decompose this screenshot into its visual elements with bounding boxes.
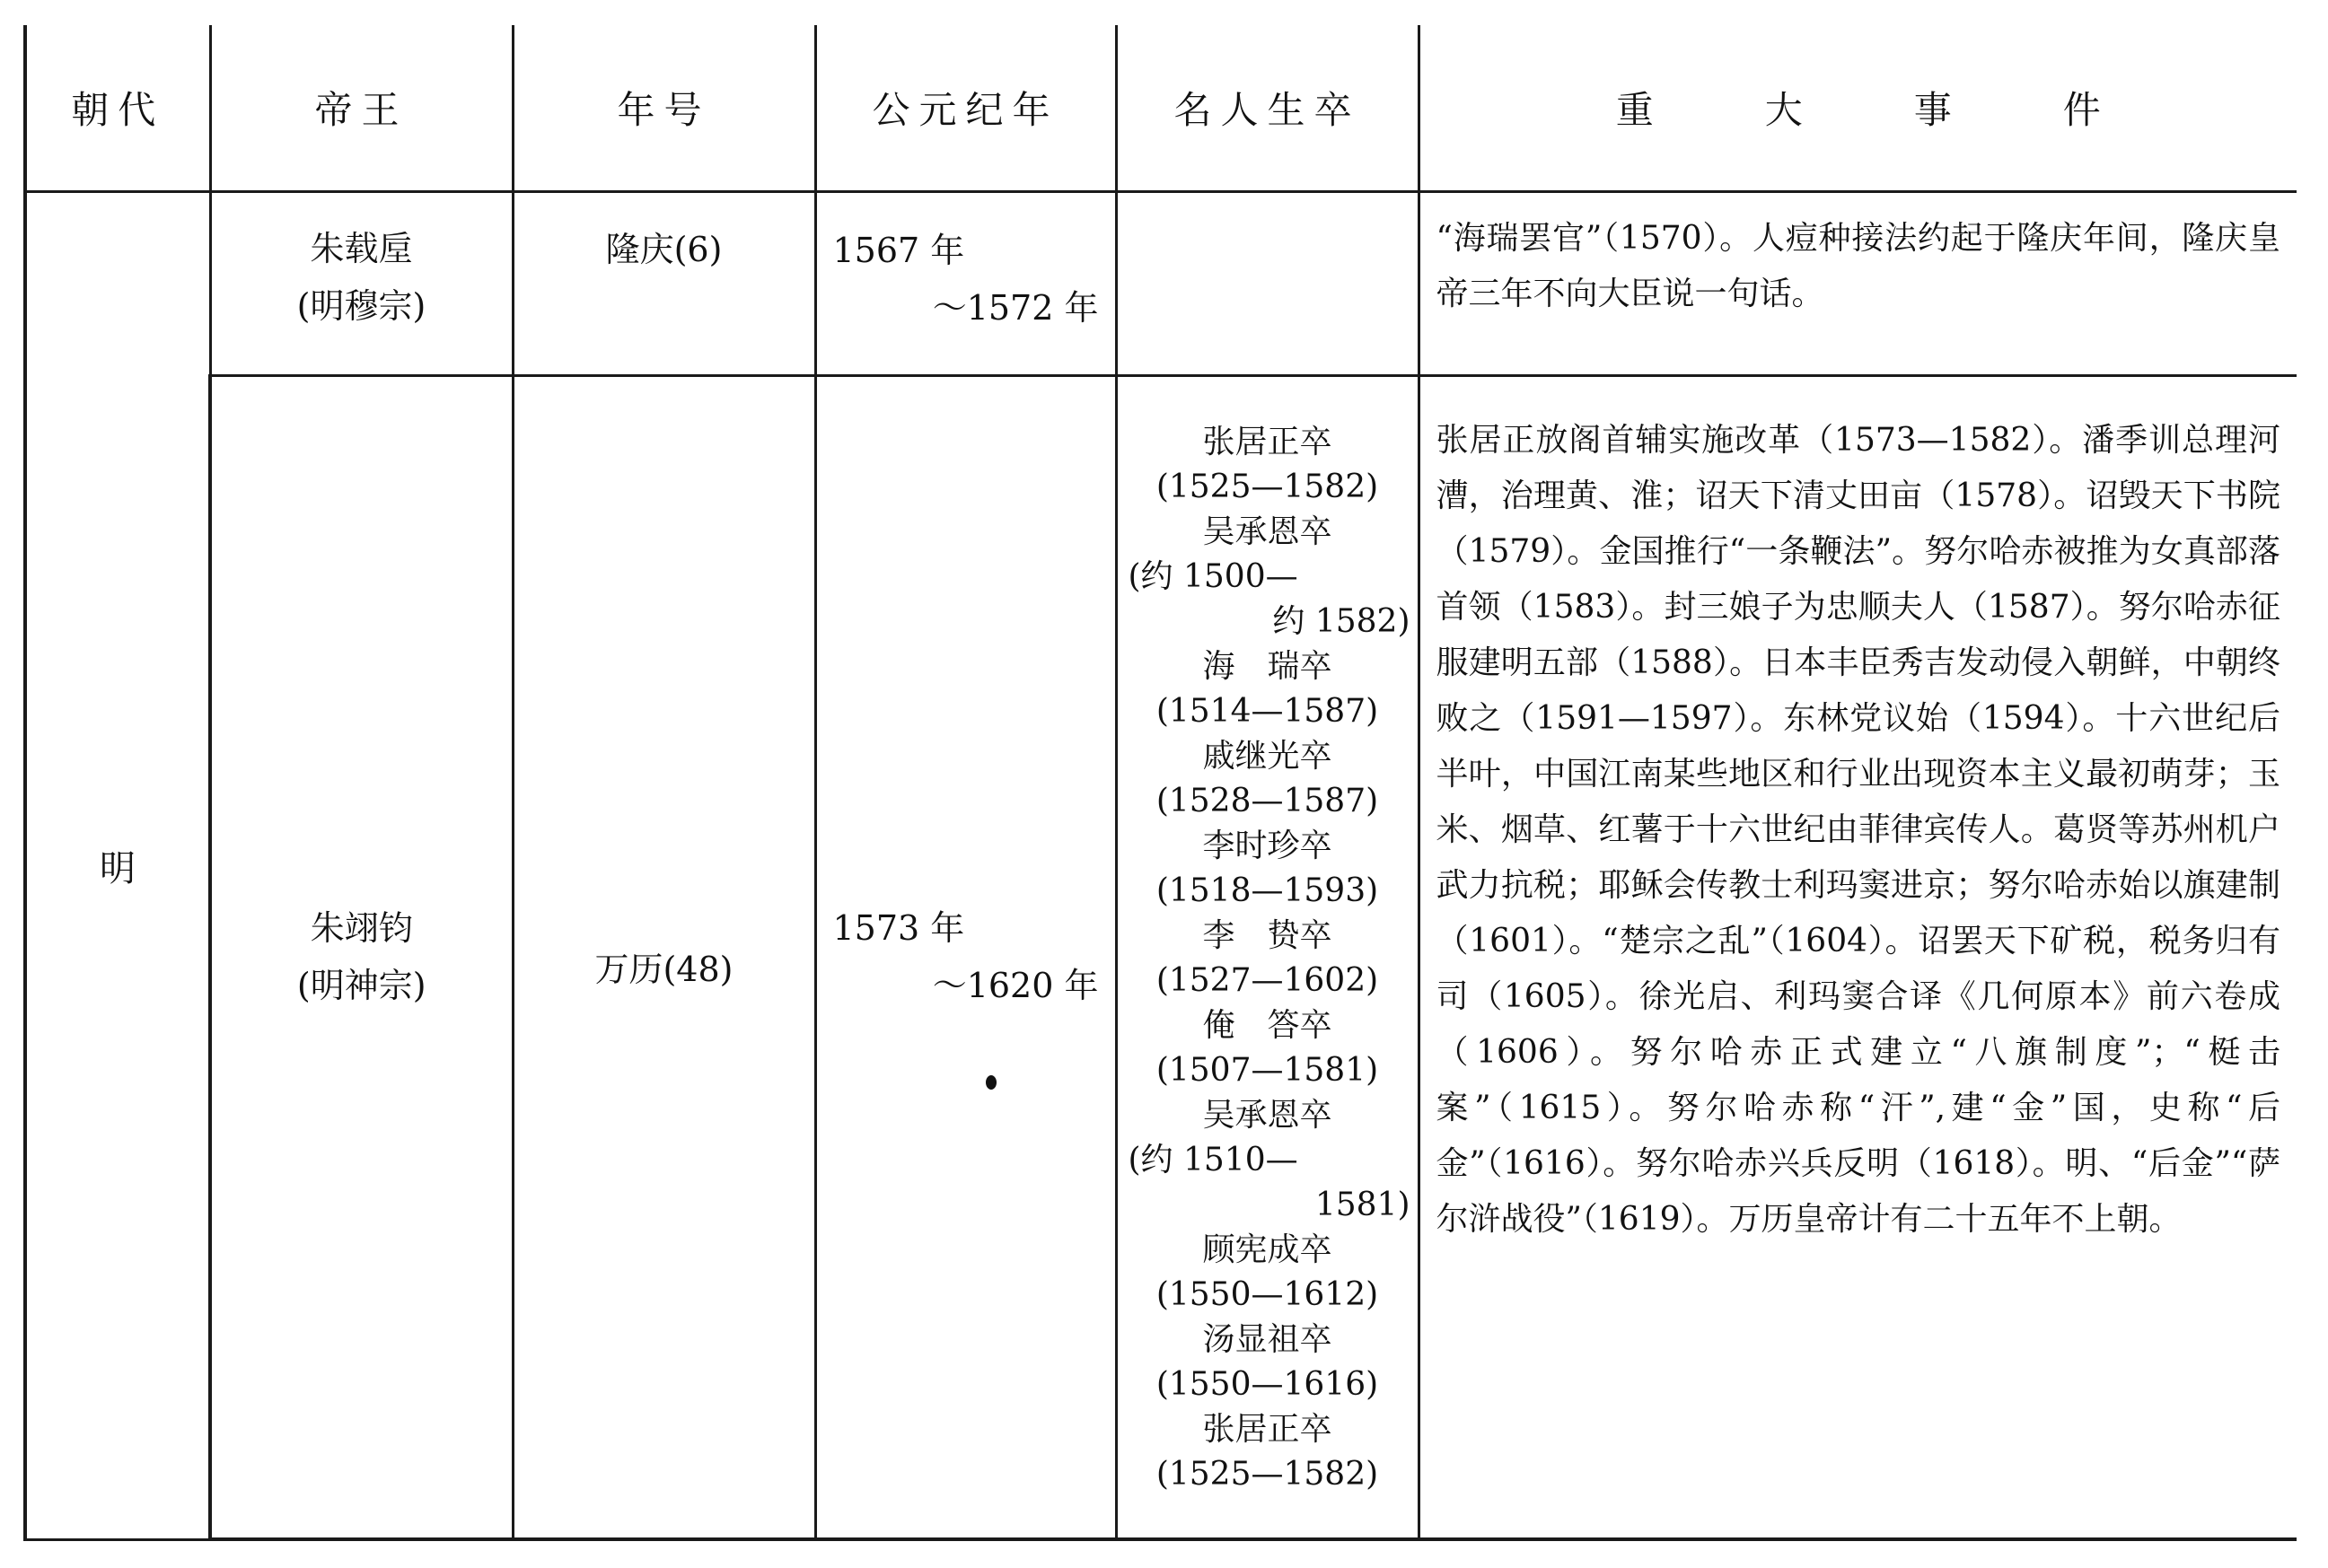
person-name: 汤显祖卒 bbox=[1202, 1320, 1332, 1358]
emperor-cell bbox=[210, 191, 513, 375]
people-cell bbox=[1116, 375, 1419, 1539]
header-events-char: 件 bbox=[2062, 87, 2101, 132]
emperor-cell bbox=[210, 375, 513, 1539]
person-dates: (1518—1593) bbox=[1155, 872, 1379, 909]
person-dates: (1514—1587) bbox=[1155, 692, 1379, 730]
person-name: 李时珍卒 bbox=[1202, 827, 1332, 864]
person-entry bbox=[1118, 1003, 1418, 1093]
person-name: 吴承恩卒 bbox=[1202, 512, 1332, 550]
events-cell: 张居正放阁首辅实施改革（1573—1582）。潘季训总理河漕，治理黄、淮；诏天下清丈田亩（1578）。诏毁天下书院（1579）。金国推行“一条鞭法”。努尔哈赤被推为女真部落首领（1583）。封三娘子为忠顺夫人（1587）。努尔哈赤征服建明五部（1588）。日本丰臣秀吉发动侵入朝鲜，中朝终败之（1591—1597）。东林党议始（1594）。十六世纪后半叶，中国江南某些地区和行业出现资本主义最初萌芽；玉米、烟草、红薯于十六世纪由菲律宾传人。葛贤等苏州机户武力抗税；耶稣会传教士利玛窦进京；努尔哈赤始以旗建制（1601）。“楚宗之乱”（1604）。诏罢天下矿税，税务归有司（1605）。徐光启、利玛窦合译《几何原本》前六卷成（1606）。努尔哈赤正式建立“八旗制度”；“梃击案”（1615）。努尔哈赤称“汗”,建“金”国，史称“后金”（1616）。努尔哈赤兴兵反明（1618）。明、“后金”“萨尔浒战役”（1619）。万历皇帝计有二十五年不上朝。 bbox=[1419, 375, 2297, 1539]
person-name: 戚继光卒 bbox=[1202, 737, 1332, 775]
year-start: 1567 年 bbox=[832, 230, 965, 270]
year-end: ～1572 年 bbox=[932, 287, 1099, 328]
person-entry bbox=[1118, 420, 1418, 510]
person-dates: (约 1500— bbox=[1128, 557, 1298, 595]
dynasty-cell: 明 bbox=[25, 191, 210, 1539]
person-entry bbox=[1118, 644, 1418, 734]
header-years: 公元纪年 bbox=[815, 25, 1116, 191]
table-row bbox=[25, 375, 2297, 1539]
years-cell bbox=[815, 375, 1116, 1539]
person-dates: (1550—1616) bbox=[1155, 1365, 1379, 1403]
person-name: 张居正卒 bbox=[1202, 1410, 1332, 1448]
person-entry bbox=[1118, 1407, 1418, 1497]
person-name: 张居正卒 bbox=[1202, 423, 1332, 460]
person-dates: (1525—1582) bbox=[1155, 1455, 1379, 1493]
person-entry bbox=[1118, 914, 1418, 1003]
events-cell: “海瑞罢官”（1570）。人痘种接法约起于隆庆年间，隆庆皇帝三年不向大臣说一句话。 bbox=[1419, 191, 2297, 375]
year-end: ～1620 年 bbox=[932, 966, 1099, 1006]
person-dates: (约 1510— bbox=[1128, 1141, 1298, 1178]
header-era: 年号 bbox=[513, 25, 815, 191]
header-events-char: 大 bbox=[1764, 87, 1803, 132]
person-dates: (1527—1602) bbox=[1155, 961, 1379, 999]
ink-speck bbox=[986, 1075, 997, 1090]
header-dynasty: 朝代 bbox=[25, 25, 210, 191]
header-events-char: 事 bbox=[1913, 87, 1952, 132]
table-row bbox=[25, 191, 2297, 375]
person-name: 俺 答卒 bbox=[1202, 1006, 1332, 1044]
people-cell-empty bbox=[1116, 191, 1419, 375]
header-emperor: 帝王 bbox=[210, 25, 513, 191]
header-events bbox=[1419, 25, 2297, 191]
person-dates: (1550—1612) bbox=[1155, 1275, 1379, 1313]
person-name: 吴承恩卒 bbox=[1202, 1096, 1332, 1134]
years-cell bbox=[815, 191, 1116, 375]
header-row bbox=[25, 25, 2297, 191]
person-entry bbox=[1118, 734, 1418, 824]
person-name: 海 瑞卒 bbox=[1202, 647, 1332, 685]
person-dates: (1525—1582) bbox=[1155, 468, 1379, 505]
emperor-name: 朱载垕 bbox=[310, 228, 413, 268]
person-dates-end: 约 1582) bbox=[1272, 602, 1410, 640]
year-start: 1573 年 bbox=[832, 908, 965, 949]
person-entry bbox=[1118, 510, 1418, 644]
person-entry bbox=[1118, 824, 1418, 914]
era-cell: 隆庆(6) bbox=[513, 191, 815, 375]
person-name: 李 贽卒 bbox=[1202, 916, 1332, 954]
person-dates: (1507—1581) bbox=[1155, 1051, 1379, 1089]
person-entry bbox=[1118, 1228, 1418, 1318]
person-dates-end: 1581) bbox=[1314, 1186, 1410, 1223]
chronology-table bbox=[23, 25, 2297, 1541]
emperor-title: (明穆宗) bbox=[296, 285, 426, 326]
era-cell: 万历(48) bbox=[513, 375, 815, 1539]
person-entry bbox=[1118, 1318, 1418, 1407]
person-dates: (1528—1587) bbox=[1155, 782, 1379, 819]
header-events-char: 重 bbox=[1615, 87, 1654, 132]
emperor-name: 朱翊钧 bbox=[310, 908, 413, 949]
person-entry bbox=[1118, 1093, 1418, 1228]
emperor-title: (明神宗) bbox=[296, 966, 426, 1006]
header-people: 名人生卒 bbox=[1116, 25, 1419, 191]
person-name: 顾宪成卒 bbox=[1202, 1231, 1332, 1268]
